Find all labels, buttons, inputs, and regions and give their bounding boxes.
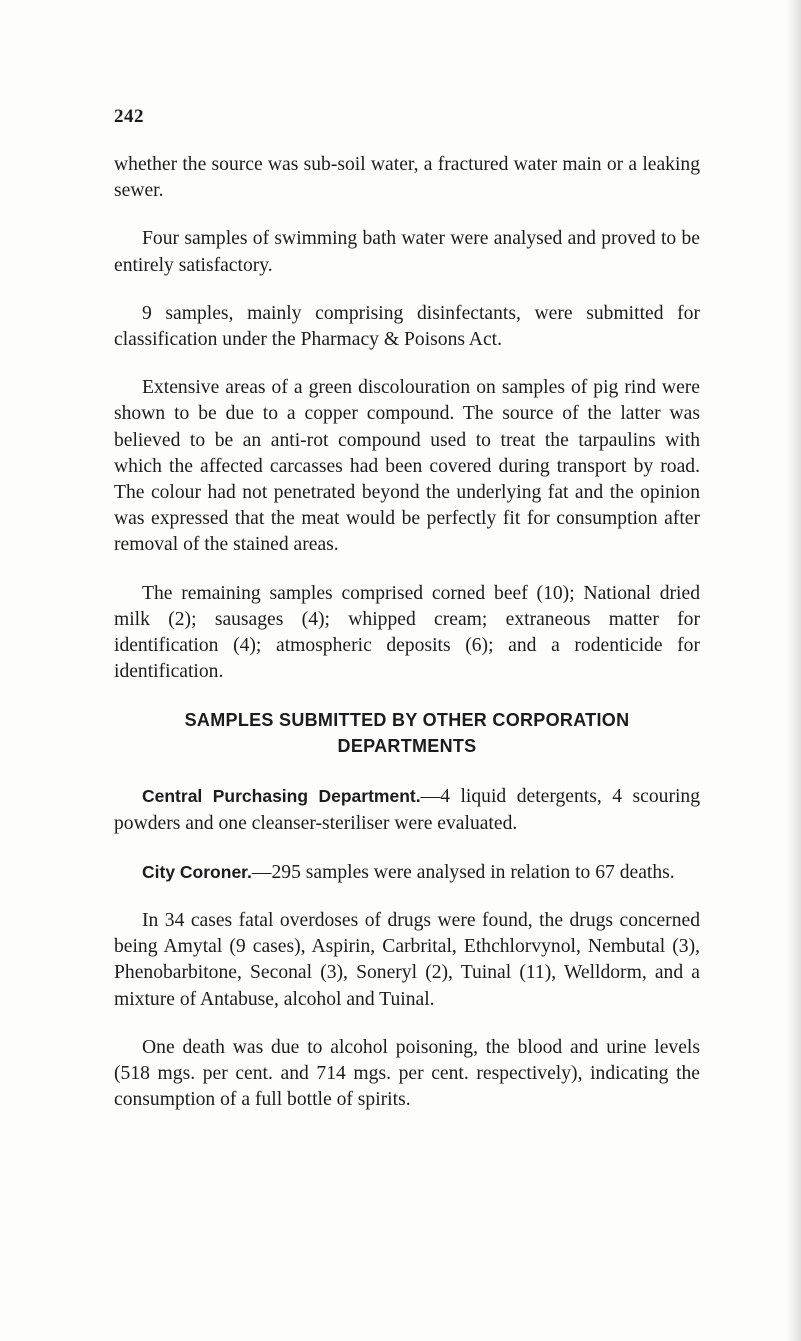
page-body: [114, 152, 700, 1135]
section-heading-line-2: DEPARTMENTS: [337, 736, 477, 757]
section-heading: [114, 707, 700, 759]
paragraph-overdoses: In 34 cases fatal overdoses of drugs were found, the drugs concerned being Amytal (9 cases), Aspirin, Carbrital, Ethchlorvynol, Nembutal (3), Phenobarbitone, Seconal (3), Soneryl (2), Tuinal (11), Welldorm, and a mixture of Antabuse, alcohol and Tuinal.: [114, 910, 700, 1010]
section-heading-line-1: SAMPLES SUBMITTED BY OTHER CORPORATION: [184, 710, 630, 731]
paragraph-alcohol-poisoning: One death was due to alcohol poisoning, the blood and urine levels (518 mgs. per cent. and 714 mgs. per cent. respectively), indicating the consumption of a full bottle of spirits.: [114, 1036, 700, 1111]
city-coroner-text: —295 samples were analysed in relation to 67 deaths.: [251, 861, 675, 883]
paragraph-remaining-samples: The remaining samples comprised corned beef (10); National dried milk (2); sausages (4); whipped cream; extraneous matter for identification (4); atmospheric deposits (6); and a rodenticide for identification.: [114, 582, 700, 683]
paragraph-city-coroner: [114, 859, 700, 886]
city-coroner-label: City Coroner.: [142, 861, 252, 882]
paragraph-disinfectants: 9 samples, mainly comprising disinfectants, were submitted for classification under the Pharmacy & Poisons Act.: [114, 302, 700, 351]
page-number: 242: [114, 106, 144, 127]
paragraph-swimming-bath: Four samples of swimming bath water were analysed and proved to be entirely satisfactory.: [114, 228, 700, 276]
paragraph-central-purchasing: [114, 783, 700, 836]
page-edge-shadow: [787, 0, 801, 1341]
paragraph-pig-rind: Extensive areas of a green discolouration on samples of pig rind were shown to be due to a copper compound. The source of the latter was believed to be an anti-rot compound used to treat the tarpaulins with which the affected carcasses had been covered during transport by road. The colour had not penetrated beyond the underlying fat and the opinion was expressed that the meat would be perfectly fit for consumption after removal of the stained areas.: [114, 377, 700, 556]
central-purchasing-label: Central Purchasing Department.: [142, 786, 421, 807]
paragraph-continuation: whether the source was sub-soil water, a fractured water main or a leaking sewer.: [114, 154, 700, 202]
central-purchasing-text: —4 liquid detergents, 4 scouring powders and one cleanser-steriliser were evaluated.: [114, 786, 701, 834]
